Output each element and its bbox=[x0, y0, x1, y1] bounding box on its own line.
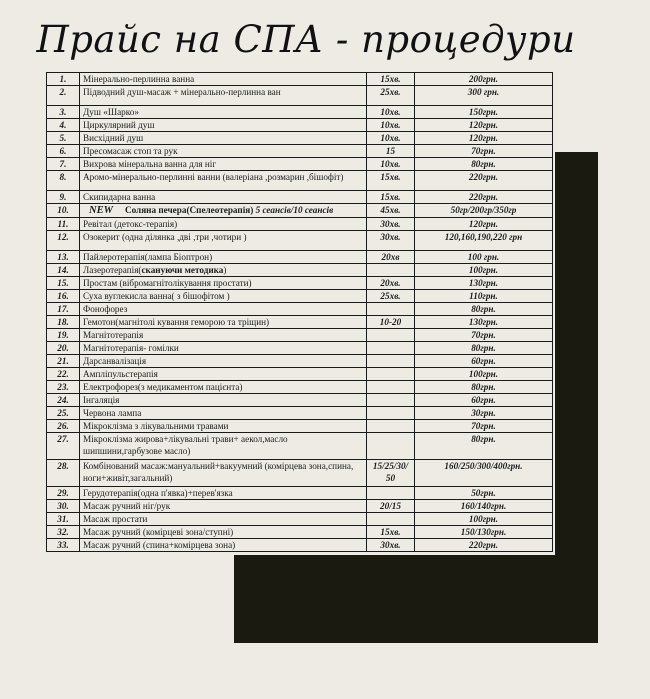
duration bbox=[367, 487, 415, 500]
price: 220грн. bbox=[415, 539, 553, 552]
procedure-name: Масаж простати bbox=[80, 513, 367, 526]
procedure-name: Масаж ручний (спина+комірцева зона) bbox=[80, 539, 367, 552]
procedure-name-text: Лазеротерапія( bbox=[83, 265, 142, 275]
row-number: 17. bbox=[47, 303, 80, 316]
price: 80грн. bbox=[415, 158, 553, 171]
duration: 10хв. bbox=[367, 158, 415, 171]
procedure-name: Аромо-мінерально-перлинні ванни (валеріана ,розмарин ,бішофіт) bbox=[80, 171, 367, 191]
row-number: 12. bbox=[47, 231, 80, 251]
row-number: 19. bbox=[47, 329, 80, 342]
new-badge: NEW bbox=[89, 205, 113, 216]
price: 220грн. bbox=[415, 171, 553, 191]
procedure-name: Пайлеротерапія(лампа Біоптрон) bbox=[80, 251, 367, 264]
row-number: 23. bbox=[47, 381, 80, 394]
procedure-name: Магнітотерапія bbox=[80, 329, 367, 342]
row-number: 32. bbox=[47, 526, 80, 539]
duration: 10хв. bbox=[367, 106, 415, 119]
price: 120грн. bbox=[415, 132, 553, 145]
row-number: 22. bbox=[47, 368, 80, 381]
duration: 10хв. bbox=[367, 119, 415, 132]
duration: 15/25/30/ 50 bbox=[367, 460, 415, 487]
row-number: 29. bbox=[47, 487, 80, 500]
table-row bbox=[47, 251, 553, 264]
procedure-name: Фонофорез bbox=[80, 303, 367, 316]
row-number: 20. bbox=[47, 342, 80, 355]
table-row bbox=[47, 231, 553, 251]
row-number: 5. bbox=[47, 132, 80, 145]
duration bbox=[367, 264, 415, 277]
duration: 25хв. bbox=[367, 290, 415, 303]
price: 200грн. bbox=[415, 73, 553, 86]
row-number: 3. bbox=[47, 106, 80, 119]
row-number: 1. bbox=[47, 73, 80, 86]
row-number: 2. bbox=[47, 86, 80, 106]
procedure-name: Озокерит (одна ділянка ,дві ,три ,чотири ) bbox=[80, 231, 367, 251]
price: 50гр/200гр/350гр bbox=[415, 204, 553, 218]
price: 60грн. bbox=[415, 355, 553, 368]
table-row bbox=[47, 204, 553, 218]
price: 130грн. bbox=[415, 316, 553, 329]
duration bbox=[367, 355, 415, 368]
procedure-name: Суха вуглекисла ванна( з бішофітом ) bbox=[80, 290, 367, 303]
duration: 20хв bbox=[367, 251, 415, 264]
row-number: 33. bbox=[47, 539, 80, 552]
price: 80грн. bbox=[415, 303, 553, 316]
table-row bbox=[47, 158, 553, 171]
duration bbox=[367, 368, 415, 381]
table-row bbox=[47, 407, 553, 420]
duration: 30хв. bbox=[367, 218, 415, 231]
procedure-name: Дарсанвалізація bbox=[80, 355, 367, 368]
table-row bbox=[47, 394, 553, 407]
table-row bbox=[47, 277, 553, 290]
price: 150грн. bbox=[415, 106, 553, 119]
row-number: 21. bbox=[47, 355, 80, 368]
procedure-name: Інгаляція bbox=[80, 394, 367, 407]
table-row bbox=[47, 368, 553, 381]
table-row bbox=[47, 433, 553, 460]
table-row bbox=[47, 500, 553, 513]
procedure-name: Підводний душ-масаж + мінерально-перлинна ван bbox=[80, 86, 367, 106]
price: 120грн. bbox=[415, 119, 553, 132]
price: 30грн. bbox=[415, 407, 553, 420]
price: 100грн. bbox=[415, 513, 553, 526]
procedure-name: Мікроклізма з лікувальними травами bbox=[80, 420, 367, 433]
price-table bbox=[46, 72, 553, 552]
price: 100грн. bbox=[415, 368, 553, 381]
row-number: 28. bbox=[47, 460, 80, 487]
price: 80грн. bbox=[415, 381, 553, 394]
procedure-name bbox=[80, 204, 367, 218]
price: 160/250/300/400грн. bbox=[415, 460, 553, 487]
duration: 45хв. bbox=[367, 204, 415, 218]
procedure-name: Ревітал (детокс-терапія) bbox=[80, 218, 367, 231]
duration bbox=[367, 329, 415, 342]
duration: 10хв. bbox=[367, 132, 415, 145]
table-row bbox=[47, 218, 553, 231]
duration bbox=[367, 381, 415, 394]
procedure-name: Електрофорез(з медикаментом пацієнта) bbox=[80, 381, 367, 394]
duration bbox=[367, 394, 415, 407]
duration: 30хв. bbox=[367, 231, 415, 251]
price-sheet bbox=[44, 72, 555, 555]
procedure-name: Комбінований масаж:мануальний+вакуумний (комірцева зона,спина, ноги+живіт,загальний) bbox=[80, 460, 367, 487]
procedure-name: Червона лампа bbox=[80, 407, 367, 420]
price: 80грн. bbox=[415, 433, 553, 460]
duration bbox=[367, 420, 415, 433]
row-number: 18. bbox=[47, 316, 80, 329]
table-row bbox=[47, 290, 553, 303]
procedure-name bbox=[80, 264, 367, 277]
row-number: 9. bbox=[47, 191, 80, 204]
price: 70грн. bbox=[415, 145, 553, 158]
duration bbox=[367, 433, 415, 460]
duration: 15хв. bbox=[367, 171, 415, 191]
table-row bbox=[47, 526, 553, 539]
row-number: 24. bbox=[47, 394, 80, 407]
duration: 10-20 bbox=[367, 316, 415, 329]
procedure-name: Ампліпульстерапія bbox=[80, 368, 367, 381]
table-row bbox=[47, 73, 553, 86]
table-row bbox=[47, 420, 553, 433]
procedure-name: Висхідний душ bbox=[80, 132, 367, 145]
procedure-name: Пресомасаж стоп та рук bbox=[80, 145, 367, 158]
row-number: 11. bbox=[47, 218, 80, 231]
row-number: 25. bbox=[47, 407, 80, 420]
table-row bbox=[47, 329, 553, 342]
procedure-name: Гемотон(магнітолі кування геморою та тріщин) bbox=[80, 316, 367, 329]
row-number: 15. bbox=[47, 277, 80, 290]
procedure-name-end: ) bbox=[223, 265, 227, 275]
table-row bbox=[47, 381, 553, 394]
procedure-name: Вихрова мінеральна ванна для ніг bbox=[80, 158, 367, 171]
duration bbox=[367, 303, 415, 316]
price: 120,160,190,220 грн bbox=[415, 231, 553, 251]
table-row bbox=[47, 513, 553, 526]
duration: 15хв. bbox=[367, 73, 415, 86]
table-row bbox=[47, 191, 553, 204]
table-row bbox=[47, 132, 553, 145]
row-number: 10. bbox=[47, 204, 80, 218]
row-number: 26. bbox=[47, 420, 80, 433]
price: 70грн. bbox=[415, 420, 553, 433]
table-row bbox=[47, 171, 553, 191]
price: 60грн. bbox=[415, 394, 553, 407]
table-row bbox=[47, 355, 553, 368]
table-row bbox=[47, 264, 553, 277]
duration bbox=[367, 407, 415, 420]
procedure-name: Скипидарна ванна bbox=[80, 191, 367, 204]
procedure-name-text: Соляна печера(Спелеотерапія) bbox=[124, 205, 254, 215]
table-row bbox=[47, 342, 553, 355]
duration bbox=[367, 342, 415, 355]
procedure-name: Масаж ручний (комірцеві зона/ступні) bbox=[80, 526, 367, 539]
price: 130грн. bbox=[415, 277, 553, 290]
table-row bbox=[47, 303, 553, 316]
table-row bbox=[47, 316, 553, 329]
row-number: 8. bbox=[47, 171, 80, 191]
procedure-name: Простам (вібромагнітолікування простати) bbox=[80, 277, 367, 290]
duration: 15хв. bbox=[367, 191, 415, 204]
page-title: Прайс на СПА - процедури bbox=[36, 18, 576, 61]
procedure-name: Душ «Шарко» bbox=[80, 106, 367, 119]
row-number: 14. bbox=[47, 264, 80, 277]
price: 300 грн. bbox=[415, 86, 553, 106]
procedure-name: Магнітотерапія- гомілки bbox=[80, 342, 367, 355]
procedure-name: Циркулярний душ bbox=[80, 119, 367, 132]
procedure-name-suffix: 5 сеансів/10 сеансів bbox=[253, 205, 334, 215]
price: 70грн. bbox=[415, 329, 553, 342]
price: 50грн. bbox=[415, 487, 553, 500]
row-number: 30. bbox=[47, 500, 80, 513]
row-number: 16. bbox=[47, 290, 80, 303]
duration: 30хв. bbox=[367, 539, 415, 552]
price: 120грн. bbox=[415, 218, 553, 231]
row-number: 4. bbox=[47, 119, 80, 132]
table-row bbox=[47, 539, 553, 552]
procedure-name: Мінерально-перлинна ванна bbox=[80, 73, 367, 86]
table-row bbox=[47, 145, 553, 158]
price: 100 грн. bbox=[415, 251, 553, 264]
procedure-name-emphasis: скануючи методика bbox=[141, 265, 224, 275]
row-number: 31. bbox=[47, 513, 80, 526]
table-row bbox=[47, 119, 553, 132]
row-number: 27. bbox=[47, 433, 80, 460]
duration bbox=[367, 513, 415, 526]
procedure-name: Мікроклізма жирова+лікувальні трави+ аекол,масло шипшини,гарбузове масло) bbox=[80, 433, 367, 460]
row-number: 7. bbox=[47, 158, 80, 171]
price: 100грн. bbox=[415, 264, 553, 277]
row-number: 13. bbox=[47, 251, 80, 264]
procedure-name: Масаж ручний ніг/рук bbox=[80, 500, 367, 513]
price: 160/140грн. bbox=[415, 500, 553, 513]
duration: 20/15 bbox=[367, 500, 415, 513]
table-row bbox=[47, 86, 553, 106]
price: 150/130грн. bbox=[415, 526, 553, 539]
procedure-name: Герудотерапія(одна п'явка)+перев'язка bbox=[80, 487, 367, 500]
table-row bbox=[47, 106, 553, 119]
duration: 25хв. bbox=[367, 86, 415, 106]
price: 110грн. bbox=[415, 290, 553, 303]
duration: 20хв. bbox=[367, 277, 415, 290]
duration: 15хв. bbox=[367, 526, 415, 539]
table-row bbox=[47, 487, 553, 500]
price: 80грн. bbox=[415, 342, 553, 355]
row-number: 6. bbox=[47, 145, 80, 158]
table-row bbox=[47, 460, 553, 487]
price: 220грн. bbox=[415, 191, 553, 204]
duration: 15 bbox=[367, 145, 415, 158]
